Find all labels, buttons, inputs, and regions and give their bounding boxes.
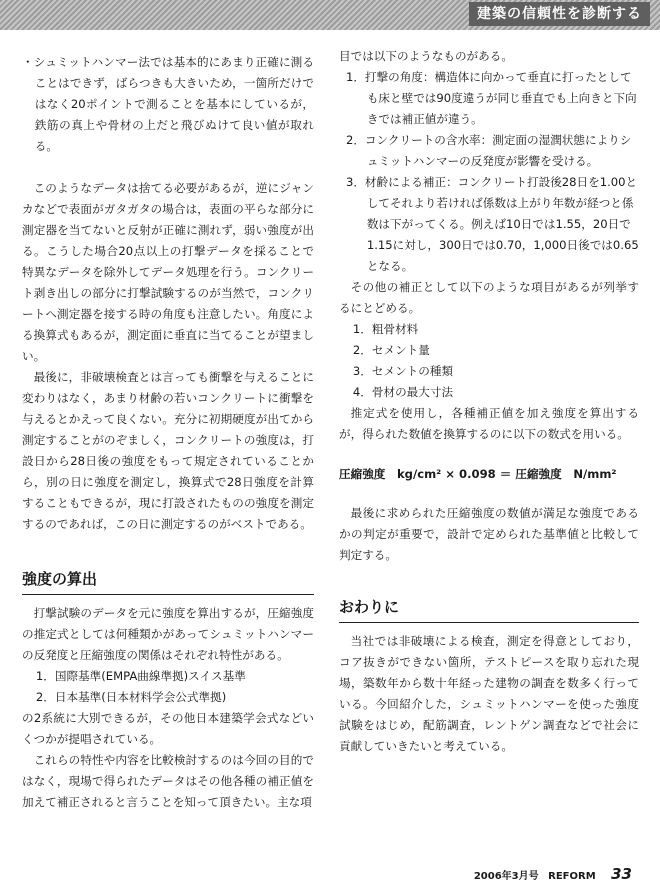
list-item: 4．骨材の最大寸法 (352, 385, 454, 399)
paragraph: 当社では非破壊による検査，測定を得意としており，コア抜きができない箇所，テストピースを取り忘れた現場，築数年から数十年経った建物の調査を数多く行っている。今回紹介した，シュミットハンマーを使った強度試験をはじめ，配筋調査，レントゲン調査などで社会に貢献していきたいと考えている。 (339, 634, 639, 753)
paragraph: 打撃試験のデータを元に強度を算出するが，圧縮強度の推定式としては何種類かがあってシュミットハンマーの反発度と圧縮強度の関係はそれぞれ特性がある。 (22, 606, 314, 662)
left-column (22, 52, 314, 813)
section-heading-strength: 強度の算出 (22, 568, 314, 595)
list-item: 1．国際基準(EMPA曲線準拠)スイス基準 (35, 669, 246, 683)
footer (474, 866, 632, 885)
header-band (0, 0, 660, 30)
formula: 圧縮強度 kg/cm² × 0.098 ＝ 圧縮強度 N/mm² (339, 467, 617, 481)
page-number: 33 (611, 865, 632, 883)
paragraph: これらの特性や内容を比較検討するのは今回の目的ではなく，現場で得られたデータはその他各種の補正値を加えて補正されると言うことを知って頂きたい。主な項 (22, 753, 314, 809)
list-item: 3．材齢による補正：コンクリート打設後28日を1.00としてそれより若ければ係数は上がり年数が経つと係数は下がってくる。例えば10日では1.55，20日で1.15に対し，300日では0.70，1,000日後では0.65となる。 (345, 175, 639, 273)
paragraph: 推定式を使用し，各種補正値を加え強度を算出するが，得られた数値を換算するのに以下の数式を用いる。 (339, 406, 639, 441)
right-column (339, 46, 639, 757)
list-item: 2．コンクリートの含水率：測定面の湿潤状態によりシュミットハンマーの反発度が影響を受ける。 (345, 133, 632, 168)
paragraph: このようなデータは捨てる必要があるが，逆にジャンカなどで表面がガタガタの場合は，表面の平らな部分に測定器を当てないと反射が正確に測れず，弱い強度が出る。こうした場合20点以上の打撃データを採ることで特異なデータを除外してデータ処理を行う。コンクリート剥き出しの部分に打撃試験するのが当然で，コンクリートへ測定器を接する時の角度も注意したい。角度による換算式もあるが，測定面に垂直に当てることが望ましい。 (22, 181, 314, 363)
paragraph: 最後に求められた圧縮強度の数値が満足な強度であるかの判定が重要で，設計で定められた基準値と比較して判定する。 (339, 506, 639, 562)
other-items-list (339, 319, 639, 403)
list-item: 1．粗骨材料 (352, 322, 419, 336)
bullet-paragraph: ・シュミットハンマー法では基本的にあまり正確に測ることはできず，ばらつきも大きいため，一箇所だけではなく20ポイントで測ることを基本にしているが，鉄筋の真上や骨材の上だと飛びぬけて良い値が取れる。 (22, 55, 314, 153)
list-item: 3．セメントの種類 (352, 364, 454, 378)
paragraph: 目では以下のようなものがある。 (339, 49, 513, 63)
section-title: 建築の信頼性を診断する (469, 2, 650, 26)
standards-list (22, 666, 314, 708)
issue-date: 2006年3月号 (473, 871, 539, 882)
correction-list (339, 67, 639, 277)
paragraph: の2系統に大別できるが，その他日本建築学会式などいくつかが提唱されている。 (22, 711, 314, 746)
list-item: 2．日本基準(日本材料学会公式準拠) (35, 690, 227, 704)
list-item: 1．打撃の角度：構造体に向かって垂直に打ったとしても床と壁では90度違うが同じ垂直でも上向きと下向きでは補正値が違う。 (345, 70, 637, 126)
paragraph: その他の補正として以下のような項目があるが列挙するにとどめる。 (339, 280, 639, 315)
list-item: 2．セメント量 (352, 343, 430, 357)
magazine-name: REFORM (548, 871, 596, 882)
section-heading-conclusion: おわりに (339, 596, 639, 623)
paragraph: 最後に，非破壊検査とは言っても衝撃を与えることに変わりはなく，あまり材齢の若いコンクリートに衝撃を与えるとかえって良くない。充分に初期硬度が出てから測定することがのぞましく，コンクリートの強度は，打設日から28日後の強度をもって規定されていることから，別の日に強度を測定し，換算式で28日強度を計算することもできるが，現に打設されたものの強度を測定するのであれば，この日に測定するのがベストである。 (22, 370, 314, 531)
